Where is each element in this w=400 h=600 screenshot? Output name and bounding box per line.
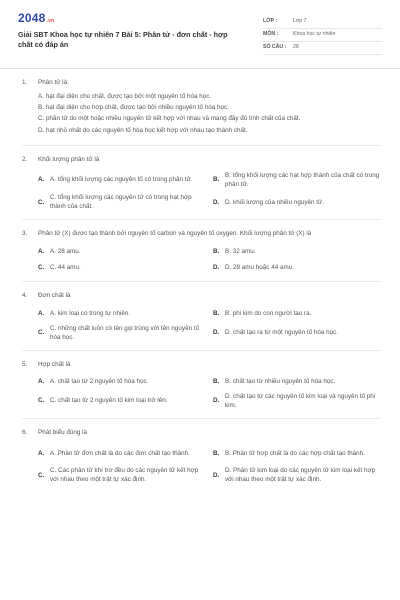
answer-option-a[interactable]	[38, 245, 207, 257]
meta-row-class	[263, 16, 382, 29]
answer-options	[22, 92, 382, 135]
header-left	[18, 10, 233, 68]
question-4	[22, 282, 382, 350]
option-text: A. kim loại có trong tự nhiên.	[50, 309, 131, 317]
answer-option-b[interactable]	[213, 308, 382, 320]
answer-options	[22, 444, 382, 484]
option-letter: C.	[38, 198, 45, 206]
meta-key: LỚP :	[263, 18, 278, 25]
meta-value: Lớp 7	[293, 18, 307, 25]
option-text: C. những chất luôn có tên gọi trùng với tên nguyên tố hóa học.	[50, 324, 200, 341]
question-text: Phát biểu đúng là	[38, 429, 88, 437]
question-5	[22, 351, 382, 419]
option-text: A. chất tạo từ 2 nguyên tố hóa học.	[50, 378, 149, 386]
answer-option-a[interactable]: A. hạt đại diện cho chất, được tạo bởi một nguyên tố hóa học.	[38, 93, 212, 101]
option-letter: B.	[213, 176, 220, 184]
answer-option-d[interactable]: D. hạt nhỏ nhất do các nguyên tố hóa học kết hợp với nhau tạo thành chất.	[38, 126, 248, 134]
answer-option-d[interactable]	[213, 466, 382, 484]
answer-option-a[interactable]	[38, 444, 207, 462]
option-letter: B.	[213, 247, 220, 255]
answer-option-a[interactable]	[38, 376, 207, 388]
meta-row-count	[263, 42, 382, 55]
logo-suffix: .vn	[46, 18, 55, 24]
option-text: A. Phân tử đơn chất là do các đơn chất tạo thành.	[50, 449, 190, 457]
option-letter: D.	[213, 397, 220, 405]
question-6	[22, 419, 382, 492]
option-text: B. tổng khối lượng các hạt hợp thành của chất có trong phân tử.	[225, 171, 380, 188]
option-text: C. Các phân tử khí trơ đều do các nguyên tử kết hợp với nhau theo một trật tự xác định.	[50, 467, 199, 484]
option-text: B. 32 amu.	[225, 247, 256, 255]
document-header	[0, 0, 400, 69]
option-letter: C.	[38, 329, 45, 337]
question-3	[22, 220, 382, 282]
answer-option-b[interactable]	[213, 444, 382, 462]
option-letter: A.	[38, 309, 45, 317]
option-letter: A.	[38, 378, 45, 386]
answer-options	[22, 376, 382, 410]
question-text: Phân tử (X) được tạo thành bởi nguyên tố carbon và nguyên tố oxygen. Khối lượng phân tử (X) là	[38, 230, 312, 238]
option-letter: B.	[213, 309, 220, 317]
question-number: 5.	[22, 360, 28, 368]
option-text: C. tổng khối lượng các nguyên tử có trong hạt hợp thành của chất.	[50, 194, 192, 211]
question-number: 2.	[22, 155, 28, 163]
question-stem	[22, 78, 382, 87]
question-stem	[22, 291, 382, 300]
option-text: B. phi kim do con người tạo ra.	[225, 309, 312, 317]
question-number: 3.	[22, 230, 28, 238]
option-letter: C.	[38, 263, 45, 271]
option-letter: D.	[213, 329, 220, 337]
option-letter: A.	[38, 247, 45, 255]
option-text: A. tổng khối lượng các nguyên tố có trong phân tử.	[50, 176, 193, 184]
question-stem	[22, 360, 382, 369]
meta-row-subject	[263, 29, 382, 42]
question-number: 4.	[22, 292, 28, 300]
option-text: C. chất tạo từ 2 nguyên tố kim loại trở lên.	[50, 397, 168, 405]
question-number: 1.	[22, 79, 28, 86]
option-text: D. chất tạo ra từ một nguyên tố hóa học.	[225, 329, 339, 337]
option-letter: B.	[213, 378, 220, 386]
option-text: A. 28 amu.	[50, 247, 81, 255]
answer-option-c[interactable]: C. phần tử do một hoặc nhiều nguyên tử kết hợp với nhau và mang đầy đủ tính chất của chất.	[38, 115, 301, 123]
option-text: B. chất tạo từ nhiều nguyên tố hóa học.	[225, 378, 336, 386]
logo-main: 2048	[18, 11, 46, 25]
meta-key: MÔN :	[263, 31, 279, 38]
answer-option-d[interactable]	[213, 193, 382, 211]
meta-value: Khoa học tự nhiên	[293, 31, 336, 38]
option-letter: C.	[38, 397, 45, 405]
option-text: D. 28 amu hoặc 44 amu.	[225, 263, 294, 271]
question-text: Khối lượng phân tử là	[38, 155, 100, 163]
question-stem	[22, 428, 382, 437]
answer-option-c[interactable]	[38, 466, 207, 484]
answer-option-d[interactable]	[213, 324, 382, 342]
document-meta	[263, 10, 382, 68]
question-2	[22, 146, 382, 221]
answer-option-a[interactable]	[38, 308, 207, 320]
question-stem	[22, 155, 382, 164]
answer-option-b[interactable]	[213, 376, 382, 388]
option-text: B. Phân tử hợp chất là do các hợp chất tạo thành.	[225, 449, 365, 457]
option-letter: D.	[213, 198, 220, 206]
answer-option-c[interactable]	[38, 392, 207, 410]
answer-option-c[interactable]	[38, 324, 207, 342]
answer-option-a[interactable]	[38, 171, 207, 189]
option-letter: C.	[38, 471, 45, 479]
site-logo[interactable]	[18, 10, 233, 26]
question-text: Hợp chất là	[38, 360, 71, 368]
answer-options	[22, 245, 382, 273]
option-letter: D.	[213, 471, 220, 479]
option-text: C. 44 amu.	[50, 263, 81, 271]
answer-option-c[interactable]	[38, 193, 207, 211]
question-number: 6.	[22, 429, 28, 437]
option-letter: B.	[213, 449, 220, 457]
question-text: Đơn chất là	[38, 292, 71, 300]
question-1	[22, 69, 382, 146]
answer-option-b[interactable]	[213, 245, 382, 257]
question-stem	[22, 229, 382, 238]
answer-option-d[interactable]	[213, 392, 382, 410]
question-text: Phân tử là:	[38, 79, 69, 86]
option-text: D. khối lượng của nhiều nguyên tử.	[225, 198, 325, 206]
question-list	[0, 69, 400, 493]
document-title: Giải SBT Khoa học tự nhiên 7 Bài 5: Phân tử - đơn chất - hợp chất có đáp án	[18, 30, 228, 50]
answer-option-b[interactable]	[213, 171, 382, 189]
answer-option-b[interactable]: B. hạt đại diện cho hợp chất, được tạo bởi nhiều nguyên tố hóa học.	[38, 104, 229, 112]
answer-options	[22, 171, 382, 212]
option-letter: A.	[38, 449, 45, 457]
option-letter: D.	[213, 263, 220, 271]
answer-option-c[interactable]	[38, 261, 207, 273]
option-letter: A.	[38, 176, 45, 184]
option-text: D. Phân tử kim loại do các nguyên tử kim loại kết hợp với nhau theo một trật tự xác định.	[225, 467, 376, 484]
meta-key: SỐ CÂU :	[263, 44, 287, 51]
option-text: D. chất tạo từ các nguyên tố kim loại và nguyên tố phi kim.	[225, 392, 376, 409]
answer-options	[22, 308, 382, 342]
answer-option-d[interactable]	[213, 261, 382, 273]
meta-value: 28	[293, 44, 299, 51]
